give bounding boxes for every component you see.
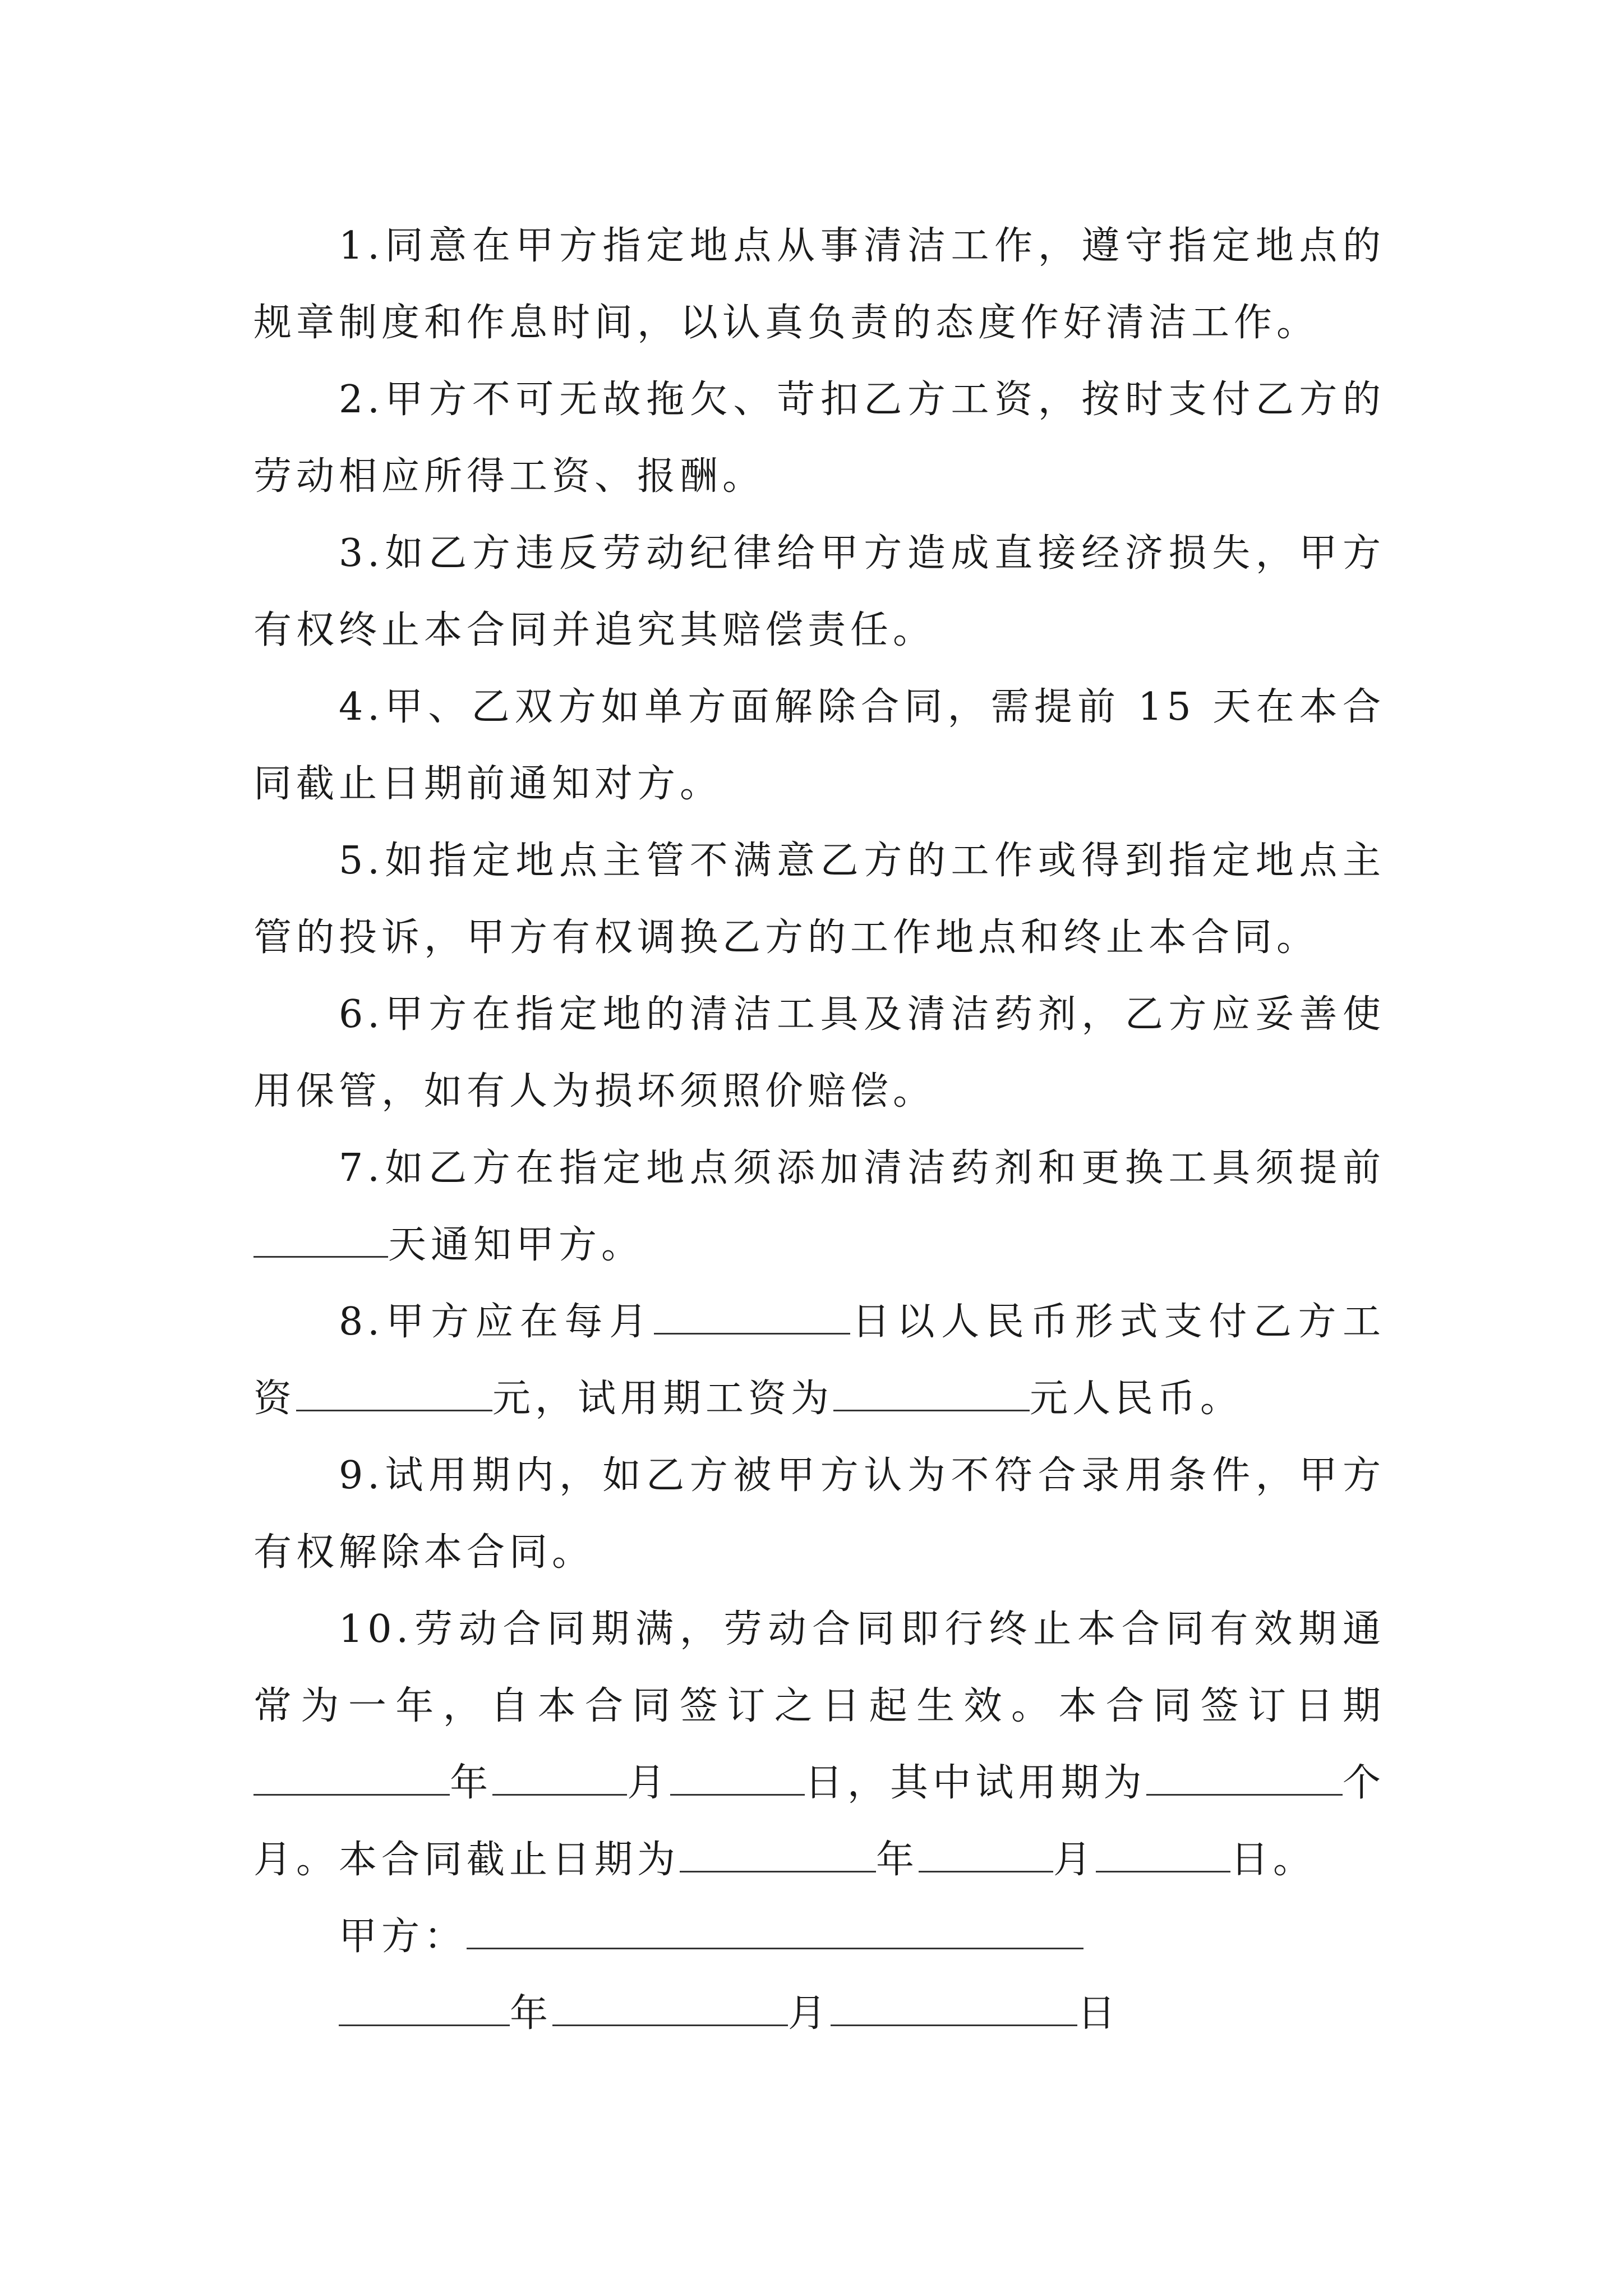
signature-month-blank xyxy=(552,1993,788,2026)
clause-1: 1.同意在甲方指定地点从事清洁工作，遵守指定地点的规章制度和作息时间，以认真负责的态度作好清洁工作。 xyxy=(253,224,1385,345)
trial-salary-blank xyxy=(833,1378,1030,1411)
clause-8-text-c: 元，试用期工资为 xyxy=(492,1377,834,1421)
signature-year-label: 年 xyxy=(510,1991,553,2036)
clause-10-day-trial: 日，其中试用期为 xyxy=(804,1761,1146,1805)
sign-year-blank xyxy=(253,1763,450,1796)
clause-10 xyxy=(253,1591,1385,1898)
clause-7-text-b: 天通知甲方。 xyxy=(388,1223,644,1267)
clause-9: 9.试用期内，如乙方被甲方认为不符合录用条件，甲方有权解除本合同。 xyxy=(253,1453,1385,1575)
pay-day-blank xyxy=(654,1301,850,1335)
signature-day-blank xyxy=(831,1993,1077,2026)
clause-5: 5.如指定地点主管不满意乙方的工作或得到指定地点主管的投诉，甲方有权调换乙方的工作地点和终止本合同。 xyxy=(253,839,1385,960)
clause-4: 4.甲、乙双方如单方面解除合同，需提前 15 天在本合同截止日期前通知对方。 xyxy=(253,685,1385,806)
clause-3: 3.如乙方违反劳动纪律给甲方造成直接经济损失，甲方有权终止本合同并追究其赔偿责任。 xyxy=(253,531,1385,652)
clause-10-year: 年 xyxy=(450,1761,493,1805)
clause-2: 2.甲方不可无故拖欠、苛扣乙方工资，按时支付乙方的劳动相应所得工资、报酬。 xyxy=(253,378,1385,499)
sign-month-blank xyxy=(492,1763,627,1796)
clause-10-day2: 日。 xyxy=(1230,1838,1316,1882)
signature-year-blank xyxy=(339,1993,510,2026)
clause-10-year2: 年 xyxy=(876,1838,919,1882)
notice-days-blank xyxy=(253,1225,388,1258)
clause-7 xyxy=(253,1130,1385,1283)
end-year-blank xyxy=(680,1839,876,1872)
clause-8-text-b: 日以人民币形式支付乙方工资 xyxy=(253,1300,1385,1421)
clause-7-text-a: 7.如乙方在指定地点须添加清洁药剂和更换工具须提前 xyxy=(339,1146,1385,1190)
trial-months-blank xyxy=(1146,1763,1343,1796)
party-a-label: 甲方： xyxy=(339,1915,467,1959)
party-a-signature-line xyxy=(253,1898,1385,1975)
clause-10-months-end: 个月。本合同截止日期为 xyxy=(253,1761,1385,1882)
clause-8-text-a: 8.甲方应在每月 xyxy=(339,1300,654,1344)
signature-day-label: 日 xyxy=(1077,1991,1121,2036)
salary-blank xyxy=(296,1378,492,1411)
clause-10-month: 月 xyxy=(627,1761,670,1805)
clause-10-text-a: 10.劳动合同期满，劳动合同即行终止本合同有效期通常为一年，自本合同签订之日起生效。本合同签订日期 xyxy=(253,1607,1385,1728)
party-a-signature-blank xyxy=(467,1916,1083,1949)
sign-day-blank xyxy=(670,1763,805,1796)
end-month-blank xyxy=(919,1839,1053,1872)
clause-10-month2: 月 xyxy=(1053,1838,1096,1882)
contract-body xyxy=(253,208,1385,2052)
clause-8 xyxy=(253,1283,1385,1437)
signature-month-label: 月 xyxy=(788,1991,831,2036)
end-day-blank xyxy=(1096,1839,1230,1872)
clause-6: 6.甲方在指定地的清洁工具及清洁药剂，乙方应妥善使用保管，如有人为损坏须照价赔偿。 xyxy=(253,992,1385,1114)
signature-date-line xyxy=(253,1975,1385,2052)
clause-8-text-d: 元人民币。 xyxy=(1030,1377,1243,1421)
